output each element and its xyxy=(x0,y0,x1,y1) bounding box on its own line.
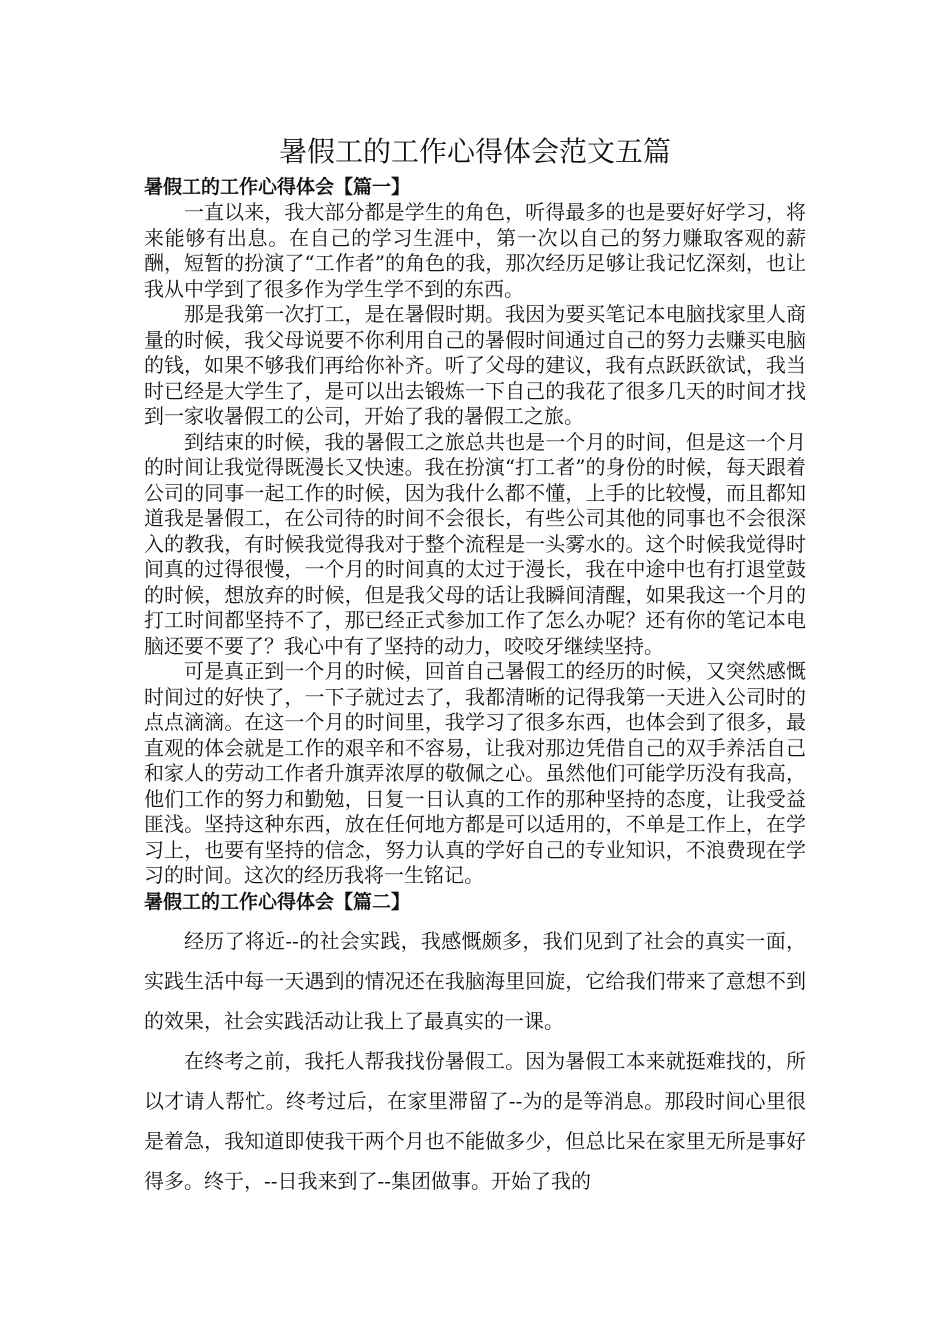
section-heading-2: 暑假工的工作心得体会【篇二】 xyxy=(144,890,411,913)
paragraph: 可是真正到一个月的时候，回首自己暑假工的经历的时候，又突然感慨时间过的好快了，一下子就过去了，我都清晰的记得我第一天进入公司时的点点滴滴。在这一个月的时间里，我学习了很多东西，也体会到了很多，最直观的体会就是工作的艰辛和不容易，让我对那边凭借自己的双手养活自己和家人的劳动工作者升旗弄浓厚的敬佩之心。虽然他们可能学历没有我高，他们工作的努力和勤勉，日复一日认真的工作的那种坚持的态度，让我受益匪浅。坚持这种东西，放在任何地方都是可以适用的，不单是工作上，在学习上，也要有坚持的信念，努力认真的学好自己的专业知识，不浪费现在学习的时间。这次的经历我将一生铭记。 xyxy=(144,659,806,887)
document-body xyxy=(144,174,806,1201)
document-title: 暑假工的工作心得体会范文五篇 xyxy=(278,135,671,168)
paragraph: 到结束的时候，我的暑假工之旅总共也是一个月的时间，但是这一个月的时间让我觉得既漫长又快速。我在扮演“打工者”的身份的时候，每天跟着公司的同事一起工作的时候，因为我什么都不懂，上手的比较慢，而且都知道我是暑假工，在公司待的时间不会很长，有些公司其他的同事也不会很深入的教我，有时候我觉得我对于整个流程是一头雾水的。这个时候我觉得时间真的过得很慢，一个月的时间真的太过于漫长，我在中途中也有打退堂鼓的时候，想放弃的时候，但是我父母的话让我瞬间清醒，如果我这一个月的打工时间都坚持不了，那已经正式参加工作了怎么办呢？还有你的笔记本电脑还要不要了？我心中有了坚持的动力，咬咬牙继续坚持。 xyxy=(144,429,806,658)
paragraph: 在终考之前，我托人帮我找份暑假工。因为暑假工本来就挺难找的，所以才请人帮忙。终考过后，在家里滞留了--为的是等消息。那段时间心里很是着急，我知道即使我干两个月也不能做多少，但总比呆在家里无所是事好得多。终于，--日我来到了--集团做事。开始了我的 xyxy=(144,1048,806,1193)
section-heading-1: 暑假工的工作心得体会【篇一】 xyxy=(144,176,411,198)
paragraph: 经历了将近--的社会实践，我感慨颇多，我们见到了社会的真实一面，实践生活中每一天遇到的情况还在我脑海里回旋，它给我们带来了意想不到的效果，社会实践活动让我上了最真实的一课。 xyxy=(144,928,806,1033)
paragraph: 一直以来，我大部分都是学生的角色，听得最多的也是要好好学习，将来能够有出息。在自己的学习生涯中，第一次以自己的努力赚取客观的薪酬，短暂的扮演了“工作者”的角色的我，那次经历足够让我记忆深刻，也让我从中学到了很多作为学生学不到的东西。 xyxy=(144,200,806,301)
paragraph: 那是我第一次打工，是在暑假时期。我因为要买笔记本电脑找家里人商量的时候，我父母说要不你利用自己的暑假时间通过自己的努力去赚买电脑的钱，如果不够我们再给你补齐。听了父母的建议，我有点跃跃欲试，我当时已经是大学生了，是可以出去锻炼一下自己的我花了很多几天的时间才找到一家收暑假工的公司，开始了我的暑假工之旅。 xyxy=(144,302,806,428)
